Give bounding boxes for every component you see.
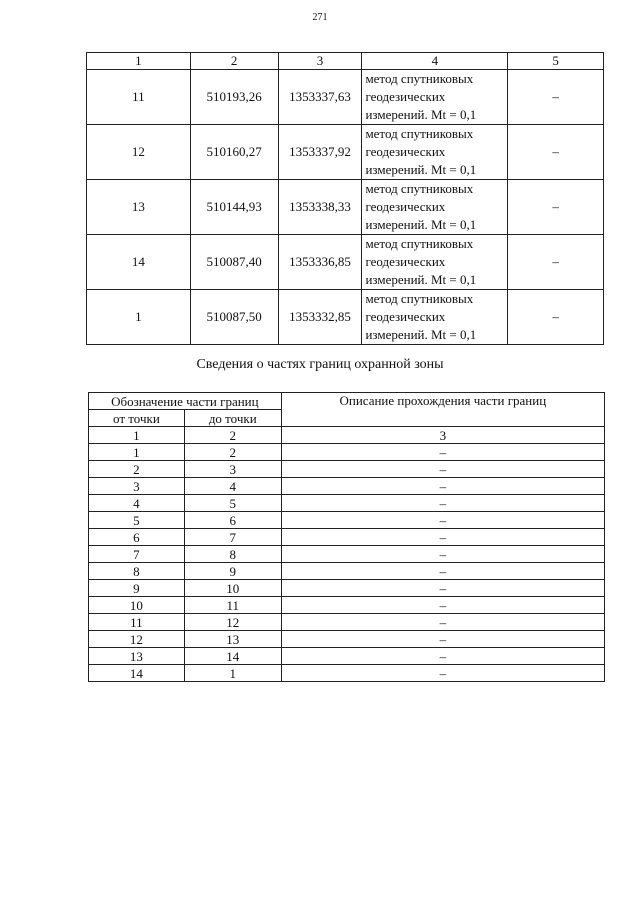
method-line: метод спутниковых: [365, 126, 474, 141]
column-number-3: 3: [278, 53, 362, 70]
table-row: [89, 461, 605, 478]
from-point: 2: [89, 461, 185, 478]
from-point: 5: [89, 512, 185, 529]
table-numbering-row: [89, 427, 605, 444]
table-row: [89, 563, 605, 580]
boundary-description: –: [281, 648, 604, 665]
table-row: [89, 665, 605, 682]
point-number: 13: [87, 180, 191, 235]
boundary-description: –: [281, 614, 604, 631]
to-point: 2: [184, 444, 281, 461]
coordinate-x: 510087,50: [190, 290, 278, 345]
column-number-2: 2: [184, 427, 281, 444]
point-number: 11: [87, 70, 191, 125]
boundary-description: –: [281, 665, 604, 682]
coordinate-y: 1353332,85: [278, 290, 362, 345]
boundary-description: –: [281, 461, 604, 478]
header-from-point: от точки: [89, 410, 185, 427]
boundary-description: –: [281, 563, 604, 580]
table-row: [87, 290, 604, 345]
method-line: геодезических: [365, 199, 446, 214]
method-line: геодезических: [365, 89, 446, 104]
to-point: 14: [184, 648, 281, 665]
from-point: 7: [89, 546, 185, 563]
to-point: 11: [184, 597, 281, 614]
table-header-row: [87, 53, 604, 70]
measurement-method: [362, 180, 508, 235]
page-number: 271: [312, 12, 328, 23]
table-row: [87, 235, 604, 290]
column-number-3: 3: [281, 427, 604, 444]
from-point: 12: [89, 631, 185, 648]
column-number-4: 4: [362, 53, 508, 70]
table-row: [89, 495, 605, 512]
point-number: 12: [87, 125, 191, 180]
to-point: 8: [184, 546, 281, 563]
table-header-row: [89, 393, 605, 410]
point-number: 1: [87, 290, 191, 345]
from-point: 1: [89, 444, 185, 461]
to-point: 12: [184, 614, 281, 631]
table-row: [89, 546, 605, 563]
method-line: метод спутниковых: [365, 291, 474, 306]
from-point: 4: [89, 495, 185, 512]
column-number-2: 2: [190, 53, 278, 70]
table-row: [89, 580, 605, 597]
from-point: 11: [89, 614, 185, 631]
table-row: [89, 478, 605, 495]
to-point: 13: [184, 631, 281, 648]
note: –: [508, 180, 604, 235]
table-row: [87, 125, 604, 180]
method-line: метод спутниковых: [365, 71, 474, 86]
method-line: измерений. Mt = 0,1: [365, 107, 477, 122]
method-line: измерений. Mt = 0,1: [365, 327, 477, 342]
measurement-method: [362, 235, 508, 290]
table-row: [89, 512, 605, 529]
to-point: 3: [184, 461, 281, 478]
table-row: [89, 631, 605, 648]
table-row: [87, 70, 604, 125]
to-point: 1: [184, 665, 281, 682]
method-line: метод спутниковых: [365, 181, 474, 196]
from-point: 8: [89, 563, 185, 580]
from-point: 6: [89, 529, 185, 546]
from-point: 9: [89, 580, 185, 597]
coordinate-y: 1353337,92: [278, 125, 362, 180]
header-to-point: до точки: [184, 410, 281, 427]
boundary-description: –: [281, 546, 604, 563]
measurement-method: [362, 70, 508, 125]
boundary-description: –: [281, 495, 604, 512]
coordinate-x: 510144,93: [190, 180, 278, 235]
measurement-method: [362, 290, 508, 345]
table-row: [89, 597, 605, 614]
boundary-description: –: [281, 512, 604, 529]
measurement-method: [362, 125, 508, 180]
method-line: геодезических: [365, 309, 446, 324]
table-row: [89, 529, 605, 546]
table-row: [89, 444, 605, 461]
coordinate-x: 510087,40: [190, 235, 278, 290]
column-number-5: 5: [508, 53, 604, 70]
method-line: измерений. Mt = 0,1: [365, 162, 477, 177]
coordinates-table: [86, 52, 604, 345]
table-row: [89, 614, 605, 631]
from-point: 3: [89, 478, 185, 495]
coordinate-x: 510160,27: [190, 125, 278, 180]
coordinate-x: 510193,26: [190, 70, 278, 125]
boundary-description: –: [281, 444, 604, 461]
header-boundary-designation: Обозначение части границ: [89, 393, 282, 410]
column-number-1: 1: [89, 427, 185, 444]
header-boundary-description: Описание прохождения части границ: [281, 393, 604, 427]
boundary-description: –: [281, 631, 604, 648]
boundary-description: –: [281, 580, 604, 597]
point-number: 14: [87, 235, 191, 290]
to-point: 7: [184, 529, 281, 546]
note: –: [508, 290, 604, 345]
method-line: измерений. Mt = 0,1: [365, 272, 477, 287]
boundary-description: –: [281, 478, 604, 495]
to-point: 6: [184, 512, 281, 529]
column-number-1: 1: [87, 53, 191, 70]
method-line: геодезических: [365, 254, 446, 269]
section-title: Сведения о частях границ охранной зоны: [196, 357, 444, 372]
method-line: метод спутниковых: [365, 236, 474, 251]
to-point: 4: [184, 478, 281, 495]
table-row: [89, 648, 605, 665]
from-point: 13: [89, 648, 185, 665]
method-line: измерений. Mt = 0,1: [365, 217, 477, 232]
coordinate-y: 1353337,63: [278, 70, 362, 125]
note: –: [508, 70, 604, 125]
coordinate-y: 1353338,33: [278, 180, 362, 235]
boundary-description: –: [281, 529, 604, 546]
note: –: [508, 235, 604, 290]
table-row: [87, 180, 604, 235]
boundary-parts-table: [88, 392, 605, 682]
to-point: 10: [184, 580, 281, 597]
method-line: геодезических: [365, 144, 446, 159]
from-point: 14: [89, 665, 185, 682]
coordinate-y: 1353336,85: [278, 235, 362, 290]
note: –: [508, 125, 604, 180]
boundary-description: –: [281, 597, 604, 614]
to-point: 5: [184, 495, 281, 512]
from-point: 10: [89, 597, 185, 614]
to-point: 9: [184, 563, 281, 580]
